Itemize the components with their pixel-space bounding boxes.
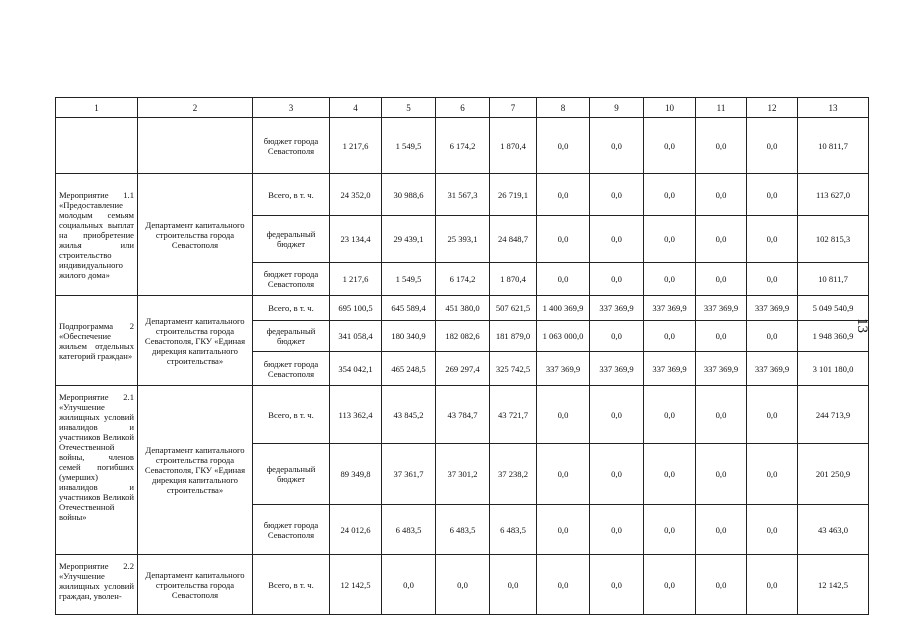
value-cell: 0,0	[747, 118, 798, 174]
value-cell: 0,0	[590, 555, 644, 615]
activity-cell: Мероприятие 1.1 «Предоставление молодым семьям социальных выплат на приобретение жилья или строительство индивидуального жилого дома»	[56, 174, 138, 296]
value-cell: 451 380,0	[436, 296, 490, 321]
header-cell: 3	[253, 98, 330, 118]
value-cell: 37 361,7	[382, 444, 436, 505]
value-cell: 43 463,0	[798, 505, 869, 555]
value-cell: 0,0	[696, 118, 747, 174]
value-cell: 0,0	[644, 505, 696, 555]
value-cell: 0,0	[537, 555, 590, 615]
department-cell: Департамент капитального строительства города Севастополя	[138, 174, 253, 296]
value-cell: 337 369,9	[644, 352, 696, 386]
value-cell: 0,0	[590, 118, 644, 174]
value-cell: 24 012,6	[330, 505, 382, 555]
value-cell: 341 058,4	[330, 321, 382, 352]
header-cell: 12	[747, 98, 798, 118]
value-cell: 337 369,9	[644, 296, 696, 321]
value-cell: 31 567,3	[436, 174, 490, 216]
table-row	[56, 555, 869, 615]
department-cell: Департамент капитального строительства города Севастополя, ГКУ «Единая дирекция капитального строительства»	[138, 296, 253, 386]
value-cell: 0,0	[537, 216, 590, 263]
value-cell: 30 988,6	[382, 174, 436, 216]
value-cell: 507 621,5	[490, 296, 537, 321]
value-cell: 181 879,0	[490, 321, 537, 352]
value-cell: 6 174,2	[436, 118, 490, 174]
value-cell: 0,0	[747, 555, 798, 615]
value-cell: 0,0	[696, 321, 747, 352]
value-cell: 0,0	[590, 505, 644, 555]
value-cell: 0,0	[747, 386, 798, 444]
value-cell: 10 811,7	[798, 118, 869, 174]
value-cell: 0,0	[747, 263, 798, 296]
value-cell: 337 369,9	[590, 296, 644, 321]
value-cell: 0,0	[537, 505, 590, 555]
value-cell: 6 483,5	[382, 505, 436, 555]
value-cell: 6 483,5	[436, 505, 490, 555]
value-cell: 182 082,6	[436, 321, 490, 352]
value-cell: 0,0	[747, 216, 798, 263]
department-cell: Департамент капитального строительства города Севастополя	[138, 555, 253, 615]
value-cell: 1 948 360,9	[798, 321, 869, 352]
value-cell: 10 811,7	[798, 263, 869, 296]
value-cell: 102 815,3	[798, 216, 869, 263]
value-cell: 201 250,9	[798, 444, 869, 505]
value-cell: 12 142,5	[330, 555, 382, 615]
value-cell: 695 100,5	[330, 296, 382, 321]
value-cell: 0,0	[644, 263, 696, 296]
table-row	[56, 174, 869, 216]
source-label: Всего, в т. ч.	[253, 174, 330, 216]
header-cell: 10	[644, 98, 696, 118]
value-cell: 0,0	[537, 174, 590, 216]
value-cell: 113 627,0	[798, 174, 869, 216]
source-label: бюджет города Севастополя	[253, 352, 330, 386]
value-cell: 25 393,1	[436, 216, 490, 263]
table-row	[56, 386, 869, 444]
value-cell: 43 721,7	[490, 386, 537, 444]
value-cell: 37 238,2	[490, 444, 537, 505]
value-cell: 0,0	[382, 555, 436, 615]
value-cell: 0,0	[696, 555, 747, 615]
value-cell: 1 549,5	[382, 263, 436, 296]
value-cell: 6 174,2	[436, 263, 490, 296]
value-cell: 0,0	[590, 263, 644, 296]
header-cell: 4	[330, 98, 382, 118]
header-cell: 11	[696, 98, 747, 118]
value-cell: 89 349,8	[330, 444, 382, 505]
value-cell: 0,0	[537, 386, 590, 444]
value-cell: 337 369,9	[590, 352, 644, 386]
empty-cell	[138, 118, 253, 174]
value-cell: 1 217,6	[330, 263, 382, 296]
header-cell: 2	[138, 98, 253, 118]
value-cell: 0,0	[590, 321, 644, 352]
value-cell: 43 845,2	[382, 386, 436, 444]
value-cell: 0,0	[747, 505, 798, 555]
value-cell: 0,0	[590, 444, 644, 505]
source-label: бюджет города Севастополя	[253, 505, 330, 555]
source-label: Всего, в т. ч.	[253, 296, 330, 321]
value-cell: 0,0	[490, 555, 537, 615]
value-cell: 0,0	[590, 386, 644, 444]
department-cell: Департамент капитального строительства города Севастополя, ГКУ «Единая дирекция капитального строительства»	[138, 386, 253, 555]
value-cell: 0,0	[537, 444, 590, 505]
value-cell: 1 217,6	[330, 118, 382, 174]
value-cell: 465 248,5	[382, 352, 436, 386]
value-cell: 0,0	[644, 216, 696, 263]
source-label: Всего, в т. ч.	[253, 386, 330, 444]
value-cell: 1 870,4	[490, 118, 537, 174]
table-row	[56, 118, 869, 174]
source-label: федеральный бюджет	[253, 444, 330, 505]
value-cell: 12 142,5	[798, 555, 869, 615]
header-cell: 6	[436, 98, 490, 118]
source-label: федеральный бюджет	[253, 321, 330, 352]
table-row	[56, 296, 869, 321]
value-cell: 1 063 000,0	[537, 321, 590, 352]
activity-cell: Мероприятие 2.2 «Улучшение жилищных условий граждан, уволен-	[56, 555, 138, 615]
value-cell: 0,0	[590, 216, 644, 263]
value-cell: 26 719,1	[490, 174, 537, 216]
activity-cell: Мероприятие 2.1 «Улучшение жилищных условий инвалидов и участников Великой Отечественной войны, членов семей погибших (умерших) инвалидов и участников Великой Отечественной войны»	[56, 386, 138, 555]
header-cell: 5	[382, 98, 436, 118]
value-cell: 0,0	[644, 321, 696, 352]
header-cell: 8	[537, 98, 590, 118]
value-cell: 0,0	[696, 263, 747, 296]
value-cell: 0,0	[537, 118, 590, 174]
value-cell: 29 439,1	[382, 216, 436, 263]
header-row	[56, 98, 869, 118]
activity-cell: Подпрограмма 2 «Обеспечение жильем отдельных категорий граждан»	[56, 296, 138, 386]
value-cell: 23 134,4	[330, 216, 382, 263]
value-cell: 0,0	[696, 386, 747, 444]
value-cell: 1 400 369,9	[537, 296, 590, 321]
value-cell: 0,0	[644, 118, 696, 174]
budget-table	[55, 97, 869, 615]
value-cell: 0,0	[696, 444, 747, 505]
header-cell: 9	[590, 98, 644, 118]
value-cell: 337 369,9	[747, 296, 798, 321]
value-cell: 1 549,5	[382, 118, 436, 174]
value-cell: 337 369,9	[747, 352, 798, 386]
value-cell: 0,0	[644, 386, 696, 444]
value-cell: 113 362,4	[330, 386, 382, 444]
value-cell: 0,0	[590, 174, 644, 216]
value-cell: 645 589,4	[382, 296, 436, 321]
value-cell: 5 049 540,9	[798, 296, 869, 321]
value-cell: 337 369,9	[696, 352, 747, 386]
value-cell: 180 340,9	[382, 321, 436, 352]
value-cell: 6 483,5	[490, 505, 537, 555]
value-cell: 0,0	[747, 444, 798, 505]
header-cell: 7	[490, 98, 537, 118]
value-cell: 0,0	[747, 174, 798, 216]
header-cell: 13	[798, 98, 869, 118]
value-cell: 3 101 180,0	[798, 352, 869, 386]
source-label: бюджет города Севастополя	[253, 263, 330, 296]
value-cell: 337 369,9	[696, 296, 747, 321]
value-cell: 0,0	[436, 555, 490, 615]
value-cell: 0,0	[696, 174, 747, 216]
value-cell: 0,0	[696, 216, 747, 263]
value-cell: 0,0	[644, 555, 696, 615]
value-cell: 0,0	[696, 505, 747, 555]
value-cell: 354 042,1	[330, 352, 382, 386]
value-cell: 244 713,9	[798, 386, 869, 444]
value-cell: 0,0	[644, 444, 696, 505]
value-cell: 0,0	[644, 174, 696, 216]
value-cell: 43 784,7	[436, 386, 490, 444]
value-cell: 1 870,4	[490, 263, 537, 296]
value-cell: 24 352,0	[330, 174, 382, 216]
value-cell: 0,0	[747, 321, 798, 352]
value-cell: 269 297,4	[436, 352, 490, 386]
source-label: Всего, в т. ч.	[253, 555, 330, 615]
value-cell: 337 369,9	[537, 352, 590, 386]
value-cell: 325 742,5	[490, 352, 537, 386]
empty-cell	[56, 118, 138, 174]
value-cell: 0,0	[537, 263, 590, 296]
page-number: 13	[854, 318, 870, 333]
source-label: федеральный бюджет	[253, 216, 330, 263]
source-label: бюджет города Севастополя	[253, 118, 330, 174]
value-cell: 24 848,7	[490, 216, 537, 263]
header-cell: 1	[56, 98, 138, 118]
value-cell: 37 301,2	[436, 444, 490, 505]
